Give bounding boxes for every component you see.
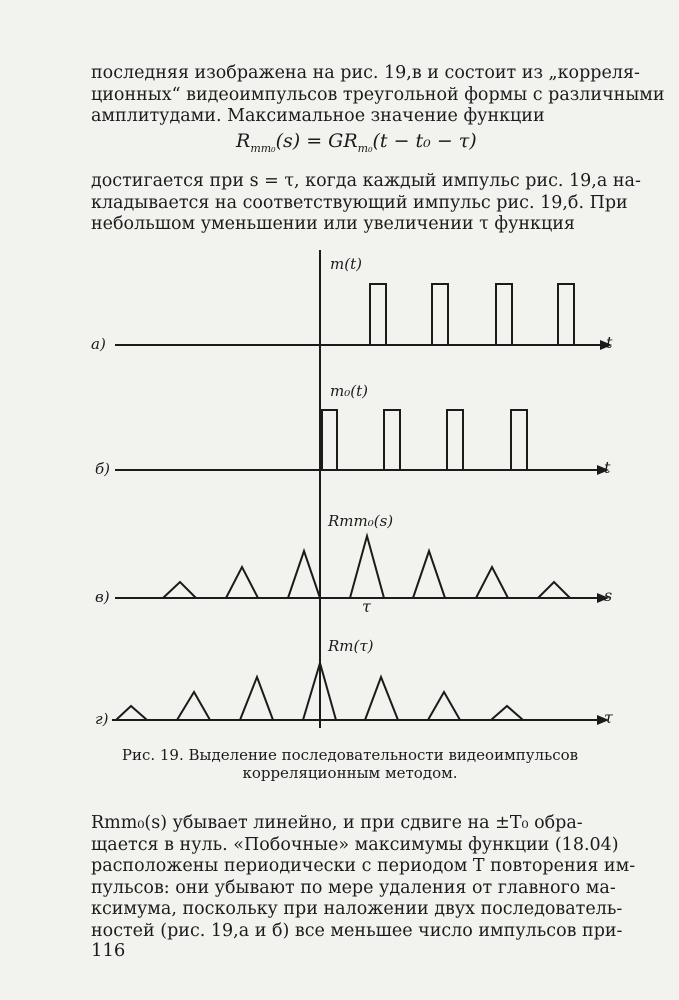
formula-rhs-sub: m₀	[357, 141, 373, 155]
pulse-a	[370, 284, 386, 345]
panel-letter: в)	[95, 588, 110, 606]
panel-letter: б)	[95, 460, 111, 478]
pulse-a	[558, 284, 574, 345]
triangle-v	[538, 582, 570, 598]
text-line: расположены периодически с периодом T повторения им-	[91, 856, 636, 876]
pulse-b	[511, 410, 527, 470]
panel-ylabel: Rm(τ)	[328, 637, 374, 655]
bottom-paragraph	[91, 813, 636, 942]
pulse-b	[384, 410, 400, 470]
text-line: небольшом уменьшении или увеличении τ функция	[91, 214, 575, 234]
text-line: ксимума, поскольку при наложении двух последователь-	[91, 899, 623, 919]
triangle-v	[350, 536, 384, 598]
formula-rhs-arg: (t − t₀ − τ)	[372, 130, 477, 152]
text-line: последняя изображена на рис. 19,в и состоит из „корреля-	[91, 63, 640, 83]
formula-lhs-arg: (s) = GR	[275, 130, 358, 152]
text-line: кладывается на соответствующий импульс рис. 19,б. При	[91, 192, 628, 213]
triangle-v	[288, 551, 320, 598]
caption-line: Рис. 19. Выделение последовательности видеоимпульсов	[121, 746, 579, 764]
pulse-b	[322, 410, 337, 470]
triangle-v	[413, 551, 445, 598]
text-line: ностей (рис. 19,а и б) все меньшее число импульсов при-	[91, 920, 623, 941]
text-line: пульсов: они убывают по мере удаления от главного ма-	[91, 877, 616, 898]
axis-label: t	[604, 458, 611, 477]
triangle-v	[476, 567, 508, 598]
page-number: 116	[91, 940, 126, 961]
axis-label: s	[604, 586, 613, 605]
triangle-g	[365, 677, 398, 720]
pulse-b	[447, 410, 463, 470]
triangle-g	[491, 706, 523, 720]
triangle-v	[226, 567, 258, 598]
text-line: щается в нуль. «Побочные» максимумы функции (18.04)	[91, 834, 619, 855]
figure-caption	[110, 746, 590, 782]
axis-label: τ	[604, 708, 613, 727]
caption-line: корреляционным методом.	[242, 764, 458, 782]
pulse-a	[496, 284, 512, 345]
triangle-v	[163, 582, 196, 598]
panel-letter: а)	[91, 335, 106, 353]
panel-ylabel: m₀(t)	[330, 382, 368, 400]
panel-ylabel: Rmm₀(s)	[328, 512, 394, 530]
panel-ylabel: m(t)	[330, 255, 362, 273]
triangle-g	[116, 706, 147, 720]
triangle-g	[240, 677, 273, 720]
formula-lhs-sub: mm₀	[250, 141, 276, 155]
text-line: амплитудами. Максимальное значение функции	[91, 106, 545, 126]
text-line: достигается при s = τ, когда каждый импульс рис. 19,а на-	[91, 171, 641, 191]
panel-letter: г)	[95, 710, 109, 728]
text-line: Rmm₀(s) убывает линейно, и при сдвиге на ±T₀ обра-	[91, 813, 583, 833]
triangle-g	[428, 692, 460, 720]
axis-label: t	[606, 333, 613, 352]
pulse-a	[432, 284, 448, 345]
triangle-g	[177, 692, 210, 720]
tau-tick: τ	[362, 597, 371, 616]
formula-lhs: R	[236, 130, 251, 152]
text-line: ционных“ видеоимпульсов треугольной формы с различными	[91, 84, 665, 105]
